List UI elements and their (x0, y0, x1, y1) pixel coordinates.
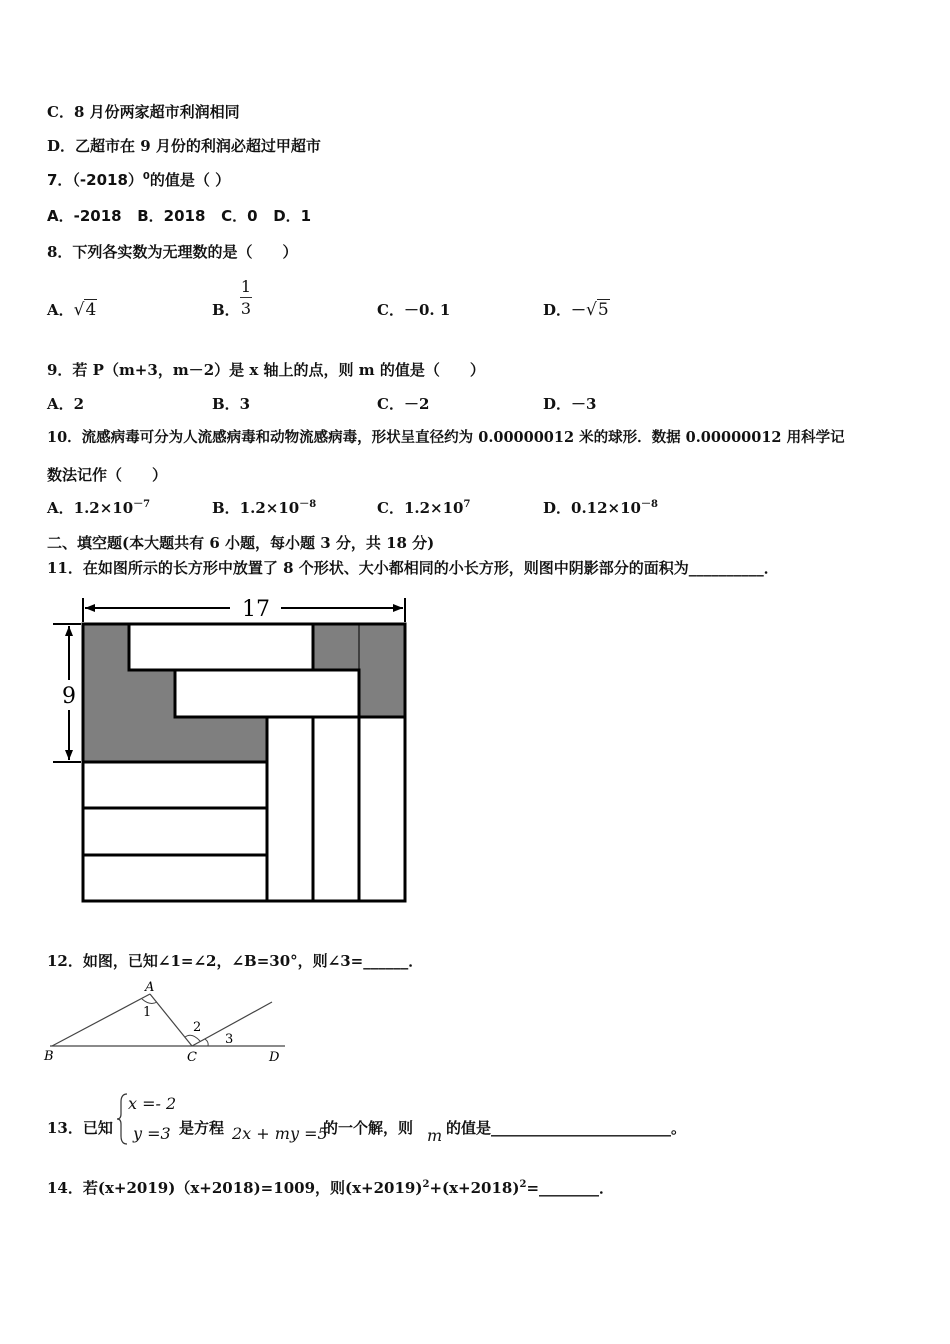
q8-option-d-radicand: 5 (597, 300, 609, 320)
sqrt-icon: √4 (73, 300, 97, 320)
q14-sup-2: 2 (519, 1179, 527, 1190)
q10-option-b-base: B．1.2×10 (212, 499, 300, 517)
q14-sup-1: 2 (422, 1179, 430, 1190)
q8-option-a (47, 300, 97, 320)
q13-equation: 2x + my =5 (232, 1124, 328, 1143)
angle-3-arc (205, 1039, 208, 1046)
q10-option-c-exp: 7 (463, 499, 471, 510)
q7-stem-post: 的值是（ ） (149, 171, 231, 189)
arrow-up-icon (65, 626, 73, 636)
height-label: 9 (62, 684, 76, 709)
q11-rectangle-figure (45, 592, 415, 907)
small-rect-top-2 (175, 670, 359, 717)
q7-exponent: 0 (142, 171, 150, 182)
q10-option-d-base: D．0.12×10 (543, 499, 641, 517)
arrow-left-icon (85, 604, 95, 612)
small-rect-vertical-3 (359, 717, 405, 901)
q8-option-b-fraction (240, 277, 252, 318)
q9-option-c: C．－2 (377, 395, 430, 413)
angle-1-label: 1 (143, 1005, 152, 1020)
angle-2-label: 2 (193, 1020, 202, 1035)
q9-option-a: A．2 (47, 395, 85, 413)
small-rect-bottom-1 (83, 762, 267, 808)
fraction-bar (240, 297, 252, 298)
line-ac (150, 994, 192, 1046)
q7-stem-pre: 7．（-2018） (47, 171, 143, 189)
point-a-label: A (145, 980, 155, 995)
q8-option-a-radicand: 4 (85, 300, 97, 320)
small-rect-vertical-1 (267, 717, 313, 901)
q13-equation-1: x =- 2 (128, 1094, 177, 1113)
q10-stem-line1: 10．流感病毒可分为人流感病毒和动物流感病毒，形状呈直径约为 0.00000012 米的球形．数据 0.00000012 用科学记 (47, 429, 845, 446)
q13-equation-2: y =3 (133, 1124, 171, 1143)
q10-option-b-exp: －8 (299, 499, 317, 510)
q14-stem (47, 1178, 614, 1198)
q8-option-b-denominator: 3 (240, 299, 252, 318)
q10-option-a-exp: －7 (133, 499, 151, 510)
q13-variable: m (427, 1126, 443, 1145)
q13-post-2: 的值是________________________。 (446, 1119, 687, 1137)
sqrt-icon: √5 (586, 300, 609, 320)
q10-stem-line2: 数法记作（ ） (47, 466, 168, 484)
q12-angle-figure (40, 976, 290, 1066)
q10-option-c (377, 498, 470, 518)
small-rect-vertical-2 (313, 717, 359, 901)
q10-option-c-base: C．1.2×10 (377, 499, 464, 517)
small-rect-top-1 (129, 624, 313, 670)
q11-stem: 11．在如图所示的长方形中放置了 8 个形状、大小都相同的小长方形，则图中阴影部分的面积为__________． (47, 559, 779, 577)
section-2-title: 二、填空题(本大题共有 6 小题，每小题 3 分，共 18 分) (47, 534, 435, 552)
arrow-down-icon (65, 750, 73, 760)
q7-options: A．-2018 B．2018 C．0 D．1 (47, 207, 312, 225)
q10-option-d-exp: －8 (640, 499, 658, 510)
q6-option-c: C．8 月份两家超市利润相同 (47, 103, 240, 121)
q13-prefix: 13．已知 (47, 1119, 113, 1137)
small-rect-bottom-2 (83, 808, 267, 855)
q12-stem: 12．如图，已知∠1=∠2，∠B=30°，则∠3=______． (47, 952, 424, 970)
arrow-right-icon (393, 604, 403, 612)
q14-pre: 14．若(x+2019)（x+2018)=1009，则(x+2019) (47, 1179, 423, 1197)
q8-option-b-label: B． (212, 301, 240, 319)
q10-option-a (47, 498, 150, 518)
q8-option-b-numerator: 1 (240, 277, 252, 296)
q8-stem: 8．下列各实数为无理数的是（ ） (47, 243, 298, 261)
q10-option-b (212, 498, 316, 518)
q13-post-1: 的一个解，则 (323, 1119, 414, 1137)
q14-mid: +(x+2018) (429, 1179, 520, 1197)
q8-option-d-label: D．－ (543, 301, 587, 319)
q8-option-a-label: A． (47, 301, 74, 319)
q10-option-a-base: A．1.2×10 (47, 499, 134, 517)
q8-option-c: C．－0. 1 (377, 301, 451, 319)
q6-option-d: D．乙超市在 9 月份的利润必超过甲超市 (47, 137, 321, 155)
q10-option-d (543, 498, 658, 518)
q14-post: =________． (526, 1179, 615, 1197)
q8-option-d (543, 300, 610, 320)
width-label: 17 (242, 597, 270, 622)
q7-stem (47, 170, 230, 190)
point-d-label: D (269, 1050, 280, 1065)
q13-mid: 是方程 (179, 1119, 225, 1137)
line-ba (52, 994, 150, 1046)
q9-option-d: D．－3 (543, 395, 597, 413)
point-c-label: C (187, 1050, 197, 1065)
small-rect-bottom-3 (83, 855, 267, 901)
q9-stem: 9．若 P（m+3，m－2）是 x 轴上的点，则 m 的值是（ ） (47, 361, 485, 379)
point-b-label: B (44, 1049, 54, 1064)
q9-option-b: B．3 (212, 395, 251, 413)
angle-3-label: 3 (225, 1032, 234, 1047)
